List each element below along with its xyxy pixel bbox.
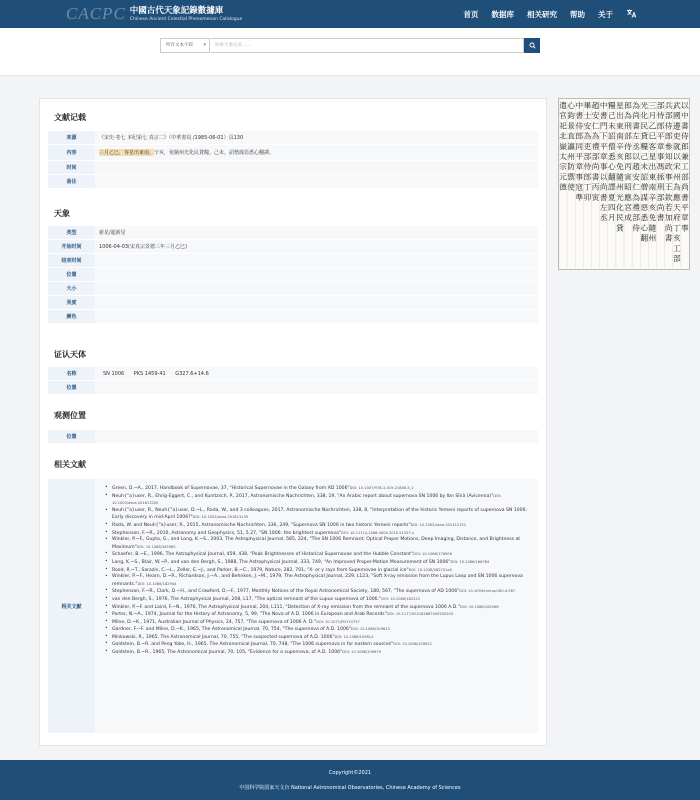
reference-doi-link[interactable]: DOI: 10.1002/asna.201412152 bbox=[410, 522, 466, 527]
table-row bbox=[48, 240, 538, 254]
row-label: 颜色 bbox=[48, 310, 95, 323]
reference-text: Rada, W. and Neuh{"a}user, R., 2015, Astronomische Nachrichten, 336, 249, "Supernova SN 1006 in two historic Yemeni reports" bbox=[112, 522, 411, 528]
nav-home[interactable]: 首页 bbox=[463, 9, 479, 19]
table-row bbox=[48, 479, 538, 734]
references-table bbox=[48, 479, 538, 734]
reference-doi-link[interactable]: DOI: 10.1086/109814 bbox=[334, 634, 374, 639]
literature-section-title: 文献记载 bbox=[54, 113, 86, 122]
reference-text: Rood, R.~T., Sarazin, C.~L., Zeller, E.~J., and Parker, B.~C., 1979, Nature, 282, 701, "X- or γ rays from Supernovae in glacial ice" bbox=[112, 567, 409, 573]
reference-item bbox=[105, 611, 534, 619]
row-label: 来源 bbox=[48, 131, 95, 144]
note-value bbox=[95, 175, 538, 188]
organization-text: 中国科学院国家天文台 National Astronomical Observatories, Chinese Academy of Sciences bbox=[239, 785, 461, 791]
scan-column-text: 郎為刑部侍郎丙寅昭應宮成 bbox=[624, 101, 632, 223]
reference-item bbox=[105, 559, 534, 567]
table-row bbox=[48, 381, 538, 395]
reference-doi-link[interactable]: DOI: 10.1002/asna.201613200 bbox=[112, 493, 502, 506]
size-value bbox=[95, 282, 538, 295]
reference-doi-link[interactable]: DOI: 10.1002/asna.201613139 bbox=[192, 515, 249, 520]
site-logo[interactable] bbox=[66, 3, 242, 25]
search-input[interactable] bbox=[211, 38, 524, 53]
row-label: 类型 bbox=[48, 226, 95, 239]
scan-column-text: 趙安仁為禮部尚書丙寅 bbox=[591, 101, 600, 202]
scan-column-text: 光化民貸糧己未詔僧謀惡悉心翻 bbox=[640, 101, 649, 243]
reference-item bbox=[105, 641, 534, 649]
table-row bbox=[48, 131, 538, 145]
reference-text: Winkler, P.~F., Gupta, G., and Long, K.~S., 2003, The Astrophysical Journal, 585, 324, "The SN 1006 Remnant: Optical Proper Motions, Deep Imaging, Distance, and Brightness at Maximum" bbox=[112, 537, 521, 550]
reference-doi-link[interactable]: DOI: 10.1086/166784 bbox=[450, 559, 490, 564]
reference-item bbox=[105, 508, 534, 522]
reference-doi-link[interactable]: DOI: 10.1086/345985 bbox=[136, 544, 176, 549]
reference-text: Winkler, P.~F. and Laird, F.~N., 1976, The Astrophysical Journal, 204, L111, "Detection of X-ray emission from the remnant of the supernova 1006 A.D." bbox=[112, 604, 460, 610]
row-label: 位置 bbox=[48, 430, 95, 443]
reference-text: Long, K.~S., Blair, W.~P., and van den Bergh, S., 1988, The Astrophysical Journal, 333, 749, "An Improved Proper-Motion Measurement of SN 1006" bbox=[112, 559, 451, 565]
reference-item bbox=[105, 485, 534, 493]
nav-help[interactable]: 帮助 bbox=[570, 9, 585, 19]
identification-table bbox=[48, 367, 538, 395]
reference-doi-link[interactable]: DOI: 10.1071/PH710757 bbox=[316, 619, 360, 624]
nav-research[interactable]: 相关研究 bbox=[527, 9, 557, 19]
row-label: 亮度 bbox=[48, 296, 95, 309]
reference-text: Green, D.~A., 2017, Handbook of Supernovae, 37, "Historical Supernovae in the Galaxy from AD 1006" bbox=[112, 486, 350, 491]
footer bbox=[0, 760, 700, 800]
scan-column-text: 糧己未詔僧悉心翻譯夏四月 bbox=[608, 101, 616, 223]
highlighted-text: 三月乙巳，客星出東南。 bbox=[99, 150, 155, 156]
reference-doi-link[interactable]: DOI: 10.1086/182222 bbox=[381, 596, 420, 601]
reference-item bbox=[105, 551, 534, 559]
reference-item bbox=[105, 604, 534, 612]
reference-item bbox=[105, 522, 534, 530]
reference-items bbox=[105, 485, 534, 657]
color-value bbox=[95, 310, 538, 323]
reference-doi-link[interactable]: DOI: 10.1086/176906 bbox=[413, 552, 452, 557]
end-time-value bbox=[95, 254, 538, 267]
object-position-value bbox=[95, 381, 538, 394]
reference-doi-link[interactable]: DOI: 10.1086/109813 bbox=[350, 627, 390, 632]
scan-column-text: 以中書侍郎兼工部尚書平章事 bbox=[681, 101, 689, 233]
source-value: 《宋史·卷七 本纪第七 真宗二》（中華書局 /1985-06-01）页130 bbox=[95, 131, 538, 144]
table-row bbox=[48, 254, 538, 268]
scan-column-text: 中書門下平章事以尚書左丞 bbox=[599, 101, 608, 223]
type-value: 新星/超新星 bbox=[95, 226, 538, 239]
search-field-select[interactable]: 所有文本字段 ▾ bbox=[160, 38, 210, 53]
reference-doi-link[interactable]: DOI: 10.1086/182944 bbox=[137, 581, 177, 586]
scan-column-text: 部侍郎平章事馮拯刑部尚書 bbox=[656, 101, 665, 223]
row-label: 名称 bbox=[48, 367, 95, 380]
row-label: 位置 bbox=[48, 381, 95, 394]
nav-database[interactable]: 数据库 bbox=[491, 9, 514, 19]
reference-text: van den Bergh, S., 1976, The Astrophysical Journal, 208, L17, "The optical remnant of the Lupus supernova of 1006." bbox=[112, 596, 382, 602]
observation-section-title: 观测位置 bbox=[54, 411, 86, 420]
scan-column-text: 兵部侍郎參知政事王欽若加尚書 bbox=[664, 101, 673, 243]
table-row bbox=[48, 145, 538, 161]
translate-icon[interactable] bbox=[626, 9, 636, 20]
logo-title-cn: 中國古代天象記錄數據庫 bbox=[129, 5, 224, 16]
record-detail-card bbox=[39, 98, 547, 746]
reference-text: Porter, N.~A., 1974, Journal for the History of Astronomy, 5, 99, "The Nova of A.D. 1006 in European and Arab Records" bbox=[112, 612, 387, 618]
reference-item bbox=[105, 567, 534, 575]
reference-item bbox=[105, 574, 534, 588]
table-row bbox=[48, 161, 538, 175]
content-value bbox=[95, 145, 538, 160]
row-label: 备注 bbox=[48, 175, 95, 188]
reference-text: Gardner, F.~F. and Milne, D.~K., 1965, The Astronomical Journal, 70, 754, "The supernova of A.D. 1006" bbox=[112, 627, 351, 633]
row-label: 开始时间 bbox=[48, 240, 95, 253]
reference-text: Schaefer, B.~E., 1996, The Astrophysical Journal, 459, 438, "Peak Brightnesses of Historical Supernovae and the Hubble Constant" bbox=[112, 552, 414, 558]
position-value bbox=[95, 268, 538, 281]
start-time-value: 1006-04-03(宋真宗景德三年三月乙巳) bbox=[95, 240, 538, 253]
source-scan-image[interactable] bbox=[558, 98, 690, 270]
nav-about[interactable]: 关于 bbox=[598, 9, 613, 19]
table-row bbox=[48, 175, 538, 189]
row-label: 时间 bbox=[48, 161, 95, 174]
main-nav bbox=[464, 0, 637, 28]
scan-column-text: 三月乙巳客星出東南辛亥免隨州 bbox=[648, 101, 657, 243]
search-button[interactable] bbox=[524, 38, 540, 53]
top-navbar bbox=[0, 0, 700, 28]
reference-doi-link[interactable]: DOI: 10.1093/mnras/180.4.567 bbox=[459, 589, 516, 594]
reference-text: Minkowski, R., 1965, The Astronomical Journal, 70, 755, "The suspected supernova of A.D. 1006" bbox=[112, 634, 335, 640]
reference-text: Stephenson, F.~R., Clark, D.~H., and Crawford, D.~F., 1977, Monthly Notices of the Royal Astronomical Society, 180, 567, "The supernova of AD 1006" bbox=[112, 589, 460, 595]
reference-text: Goldstein, B.~R., 1965, The Astronomical Journal, 70, 105, "Evidence for a supernova, of A.D. 1006" bbox=[112, 650, 343, 656]
table-row bbox=[48, 310, 538, 324]
content-rest: 辛亥，免隨州光化民貸糧。己未，詔僧謀惡悉心翻譯。 bbox=[154, 150, 275, 156]
row-label: 内容 bbox=[48, 145, 95, 160]
reference-text: Milne, D.~K., 1971, Australian Journal of Physics, 24, 757, "The supernova of 1006 A. D." bbox=[112, 619, 317, 625]
scan-column-text: 遣官祀北嶽太宗元德 bbox=[559, 101, 567, 192]
time-value bbox=[95, 161, 538, 174]
scan-column-text: 武國邊吏就以宋州為應天府丁亥工部 bbox=[673, 101, 681, 263]
reference-doi-link[interactable]: DOI: 10.1177/002182867400500203 bbox=[386, 612, 454, 617]
reference-item bbox=[105, 626, 534, 634]
object-names-value: SN 1006 PKS 1459-41 G327.6+14.6 bbox=[95, 367, 538, 380]
table-row bbox=[48, 226, 538, 240]
logo-mark: CACPC bbox=[66, 4, 126, 23]
reference-text: Stephenson, F.~R., 2010, Astronomy and Geophysics, 51, 5.27, "SN 1006: the brightest supernova" bbox=[112, 530, 341, 536]
brightness-value bbox=[95, 296, 538, 309]
literature-table bbox=[48, 131, 538, 189]
scan-svg bbox=[559, 99, 689, 269]
table-row bbox=[48, 282, 538, 296]
logo-title-en: Chinese Ancient Celestial Phenomenon Catalogue bbox=[129, 16, 243, 22]
reference-doi-link[interactable]: DOI: 10.1038/282701a0 bbox=[408, 567, 452, 572]
scan-column-text: 心鈞景直瀛州防禦使 bbox=[567, 101, 575, 192]
references-section-title: 相关文献 bbox=[54, 460, 86, 469]
reference-text: Goldstein, B.~R. and Peng Yoke, H., 1965, The Astronomical Journal, 70, 748, "The 1006 supernova in far eastern sources" bbox=[112, 642, 394, 648]
reference-item bbox=[105, 537, 534, 551]
table-row bbox=[48, 296, 538, 310]
table-row bbox=[48, 268, 538, 282]
reference-item bbox=[105, 588, 534, 596]
scan-column-text: 星出東南辛亥免隨州光化民貸 bbox=[616, 101, 624, 233]
reference-item bbox=[105, 649, 534, 657]
scan-column-text: 中書侍郎同平章事寇準 bbox=[575, 101, 584, 202]
scan-column-text: 為尚書左丞以趙安仁為禮部侍 bbox=[632, 101, 640, 233]
copyright-text: Copyright©2021 bbox=[328, 770, 372, 776]
row-label: 相关文献 bbox=[48, 479, 95, 733]
reference-text: Neuh{"a}user, R., Ehrig-Eggert, C., and Kunitzsch, P., 2017, Astronomische Nachrichten, 338, 19, "An Arabic report about supernova SN 1006 by Ibn Sīnā (Avicenna)" bbox=[112, 493, 494, 499]
reference-doi-link[interactable]: DOI: 10.1007/978-3-319-21846-5_2 bbox=[349, 486, 414, 490]
phenomenon-section-title: 天象 bbox=[54, 209, 70, 218]
observation-position-value bbox=[95, 430, 538, 443]
reference-doi-link[interactable]: DOI: 10.1086/109679 bbox=[342, 650, 381, 655]
scan-column-text: 畢士安為吏部侍郎丁卯 bbox=[583, 101, 592, 202]
reference-doi-link[interactable]: DOI: 10.1111/j.1468-4004.2010.51527.x bbox=[341, 530, 414, 535]
reference-doi-link[interactable]: DOI: 10.1086/109812 bbox=[393, 642, 432, 647]
reference-doi-link[interactable]: DOI: 10.1086/182066 bbox=[459, 604, 499, 609]
row-label: 结束时间 bbox=[48, 254, 95, 267]
reference-item bbox=[105, 619, 534, 627]
reference-item bbox=[105, 596, 534, 604]
reference-text: Neuh{"a}user, R., Neuh{"a}user, D.~L., Rada, W., and 3 colleagues, 2017, Astronomische Nachrichten, 338, 8, "Interpretation of the historic Yemeni reports of supernova SN 1006: Early discovery in mid-April 1006?" bbox=[112, 507, 528, 521]
phenomenon-table bbox=[48, 226, 538, 324]
identification-section-title: 证认天体 bbox=[54, 350, 86, 359]
search-bar bbox=[0, 28, 700, 76]
references-list bbox=[95, 479, 538, 733]
logo-text bbox=[130, 6, 243, 23]
row-label: 位置 bbox=[48, 268, 95, 281]
row-label: 大小 bbox=[48, 282, 95, 295]
reference-item bbox=[105, 493, 534, 508]
reference-text: Winkler, P.~F., Hearn, D.~R., Richardson, J.~A., and Behnken, J.~M., 1979, The Astrophysical Journal, 229, L123, "Soft X-ray emission from the Lupus Loop and SN 1006 supernova remnants." bbox=[112, 574, 523, 587]
observation-table bbox=[48, 430, 538, 444]
table-row bbox=[48, 430, 538, 444]
table-row bbox=[48, 367, 538, 381]
search-icon bbox=[529, 42, 536, 49]
reference-item bbox=[105, 634, 534, 642]
